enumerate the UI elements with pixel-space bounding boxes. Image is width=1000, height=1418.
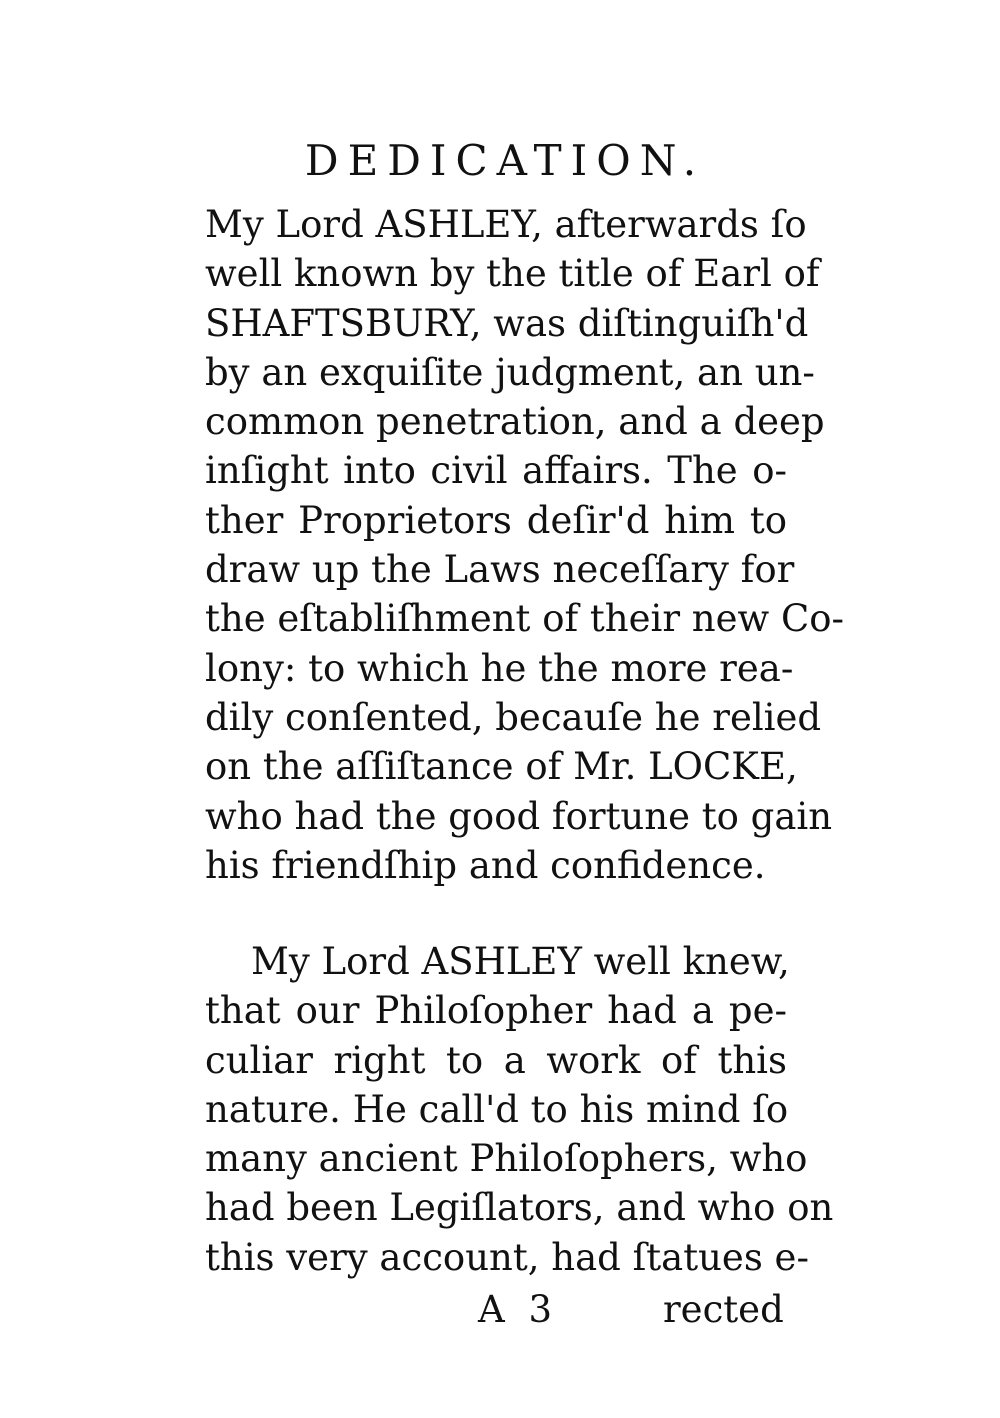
text-line: by an exquiſite judgment, an un- <box>205 350 815 394</box>
text-line: common penetration, and a deep <box>205 400 825 444</box>
text-line: ther Proprietors deſir'd him to <box>205 498 787 542</box>
paragraph-1 <box>205 200 845 890</box>
text-line: culiar right to a work of this <box>205 1038 787 1082</box>
paragraph-2 <box>205 937 834 1282</box>
text-line: nature. He call'd to his mind ſo <box>205 1087 789 1131</box>
page-heading: DEDICATION. <box>304 136 706 185</box>
text-line: draw up the Laws neceſſary for <box>205 548 795 592</box>
text-line: SHAFTSBURY, was diſtinguiſh'd <box>205 301 809 345</box>
text-line: this very account, had ſtatues e- <box>205 1235 809 1279</box>
text-line: the eſtabliſhment of their new Co- <box>205 597 845 641</box>
signature-mark: A 3 <box>478 1288 559 1331</box>
text-line: on the aſſiſtance of Mr. LOCKE, <box>205 745 798 789</box>
text-line: well known by the title of Earl of <box>205 252 820 296</box>
text-line: many ancient Philoſophers, who <box>205 1137 808 1181</box>
text-line: dily conſented, becauſe he relied <box>205 695 822 739</box>
text-line: had been Legiſlators, and who on <box>205 1186 834 1230</box>
page-footer <box>0 1285 1000 1335</box>
text-line: inſight into civil affairs. The o- <box>205 449 787 493</box>
catchword: rected <box>663 1288 784 1331</box>
text-line: My Lord ASHLEY well knew, <box>251 940 790 983</box>
text-line: his friendſhip and confidence. <box>205 843 766 887</box>
text-line: lony: to which he the more rea- <box>205 646 794 690</box>
text-line: who had the good fortune to gain <box>205 794 833 838</box>
text-line: My Lord ASHLEY, afterwards ſo <box>205 203 807 246</box>
text-line: that our Philoſopher had a pe- <box>205 989 787 1033</box>
